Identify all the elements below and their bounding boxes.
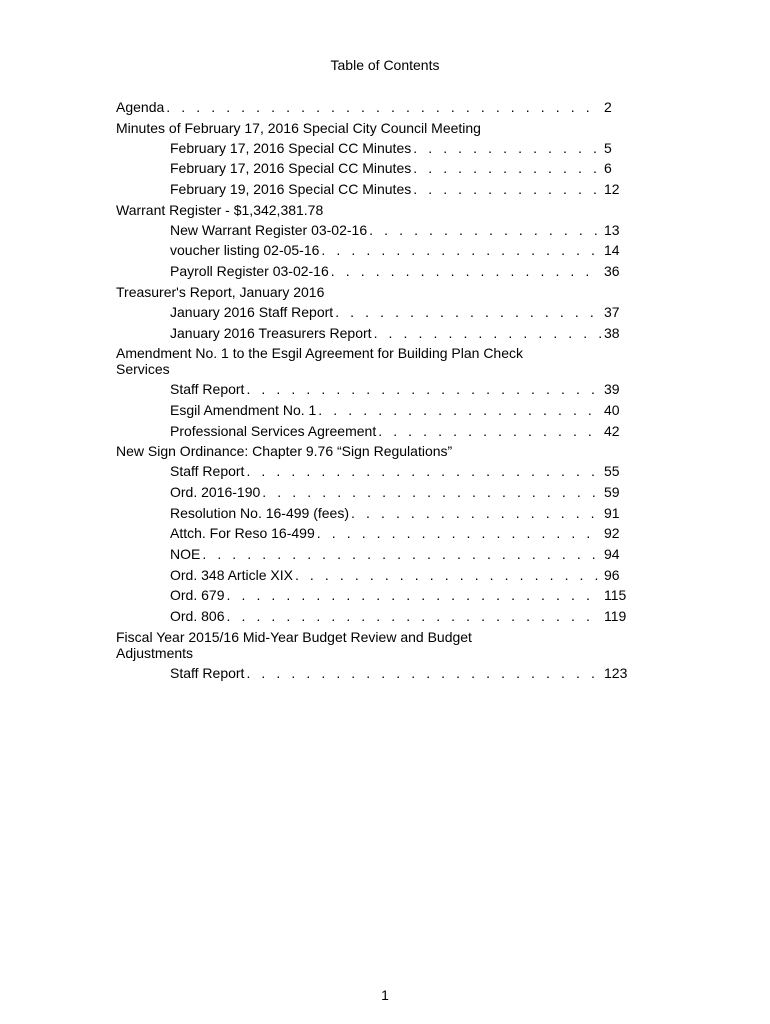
toc-entry-page: 96: [604, 566, 620, 583]
toc-entry[interactable]: [116, 585, 630, 606]
toc-entry[interactable]: [116, 400, 630, 421]
toc-section-heading: Treasurer's Report, January 2016: [116, 283, 325, 300]
toc-entry-page: 14: [604, 242, 620, 259]
toc-title: Table of Contents: [330, 57, 440, 73]
toc-entry-page: 5: [604, 139, 612, 156]
toc-entry-label: Ord. 2016-190: [170, 483, 261, 500]
toc-entry-page: 94: [604, 546, 620, 562]
toc-dot-leader: [262, 482, 601, 503]
toc-entry-label: January 2016 Staff Report: [170, 303, 334, 320]
toc-entry-label: voucher listing 02-05-16: [170, 242, 320, 259]
toc-list: [116, 97, 630, 683]
toc-dot-leader: [246, 379, 601, 400]
toc-dot-leader: [351, 503, 601, 524]
toc-entry-label: Staff Report: [170, 664, 245, 681]
toc-entry[interactable]: [116, 421, 630, 442]
toc-entry-page: 115: [604, 587, 627, 604]
toc-entry-page: 2: [604, 99, 612, 115]
toc-entry[interactable]: [116, 379, 630, 400]
toc-dot-leader: [318, 400, 601, 421]
toc-entry[interactable]: [116, 606, 630, 627]
toc-entry[interactable]: [116, 261, 630, 282]
toc-entry-label: Ord. 679: [170, 587, 225, 604]
toc-dot-leader: [317, 523, 601, 544]
toc-dot-leader: [295, 565, 601, 586]
toc-entry-label: Professional Services Agreement: [170, 422, 377, 439]
toc-dot-leader: [378, 421, 601, 442]
toc-entry[interactable]: [116, 323, 630, 344]
toc-entry-page: 91: [604, 504, 620, 521]
toc-entry-page: 42: [604, 422, 620, 439]
toc-entry-label: Payroll Register 03-02-16: [170, 263, 329, 280]
toc-entry-label: Staff Report: [170, 463, 245, 480]
toc-entry-label: Ord. 806: [170, 608, 225, 625]
toc-entry-label: February 17, 2016 Special CC Minutes: [170, 160, 412, 177]
toc-entry-label: New Warrant Register 03-02-16: [170, 221, 368, 238]
toc-entry-label: Agenda: [116, 99, 165, 115]
toc-entry[interactable]: [116, 544, 630, 565]
toc-entry-label: February 17, 2016 Special CC Minutes: [170, 139, 412, 156]
toc-entry-label: Esgil Amendment No. 1: [170, 401, 317, 418]
toc-entry-page: 36: [604, 263, 620, 280]
toc-dot-leader: [321, 240, 601, 261]
toc-dot-leader: [166, 97, 601, 118]
toc-entry[interactable]: [116, 138, 630, 159]
toc-entry-page: 119: [604, 608, 627, 625]
toc-dot-leader: [331, 261, 601, 282]
toc-dot-leader: [413, 158, 601, 179]
toc-entry[interactable]: [116, 158, 630, 179]
toc-entry-page: 92: [604, 525, 620, 542]
toc-entry-page: 59: [604, 483, 620, 500]
toc-dot-leader: [374, 323, 601, 344]
toc-entry-page: 40: [604, 401, 620, 418]
toc-entry-label: February 19, 2016 Special CC Minutes: [170, 181, 412, 198]
toc-dot-leader: [202, 544, 601, 565]
page-number: 1: [381, 987, 389, 1003]
toc-section-heading: Minutes of February 17, 2016 Special City Council Meeting: [116, 119, 481, 136]
toc-entry[interactable]: [116, 523, 630, 544]
toc-entry-label: Attch. For Reso 16-499: [170, 525, 315, 542]
toc-entry[interactable]: [116, 179, 630, 200]
toc-dot-leader: [413, 138, 601, 159]
toc-entry[interactable]: [116, 565, 630, 586]
toc-dot-leader: [246, 461, 601, 482]
toc-entry[interactable]: [116, 220, 630, 241]
toc-section-heading: Warrant Register - $1,342,381.78: [116, 201, 324, 218]
toc-entry-label: Ord. 348 Article XIX: [170, 566, 293, 583]
toc-dot-leader: [246, 663, 601, 684]
toc-entry-page: 6: [604, 160, 612, 177]
toc-section-heading: New Sign Ordinance: Chapter 9.76 “Sign Regulations”: [116, 443, 453, 460]
toc-entry[interactable]: [116, 663, 630, 684]
toc-dot-leader: [226, 585, 601, 606]
toc-entry-label: Resolution No. 16-499 (fees): [170, 504, 349, 521]
toc-entry[interactable]: [116, 97, 630, 118]
toc-entry-page: 123: [604, 664, 628, 681]
toc-section-heading: Amendment No. 1 to the Esgil Agreement for Building Plan Check Services: [116, 345, 523, 378]
toc-entry-page: 38: [604, 324, 620, 341]
toc-entry[interactable]: [116, 461, 630, 482]
toc-dot-leader: [226, 606, 601, 627]
toc-dot-leader: [413, 179, 601, 200]
toc-entry-page: 37: [604, 303, 620, 320]
toc-entry-page: 12: [604, 181, 620, 198]
toc-dot-leader: [369, 220, 601, 241]
toc-entry-label: Staff Report: [170, 381, 245, 398]
toc-section-heading: Fiscal Year 2015/16 Mid-Year Budget Review and Budget Adjustments: [116, 628, 472, 661]
toc-entry[interactable]: [116, 482, 630, 503]
toc-entry[interactable]: [116, 302, 630, 323]
toc-entry-page: 13: [604, 221, 620, 238]
toc-entry-page: 39: [604, 381, 620, 398]
toc-entry-page: 55: [604, 463, 620, 480]
toc-entry[interactable]: [116, 240, 630, 261]
toc-entry-label: January 2016 Treasurers Report: [170, 324, 372, 341]
toc-dot-leader: [335, 302, 601, 323]
toc-entry[interactable]: [116, 503, 630, 524]
toc-entry-label: NOE: [170, 546, 201, 562]
